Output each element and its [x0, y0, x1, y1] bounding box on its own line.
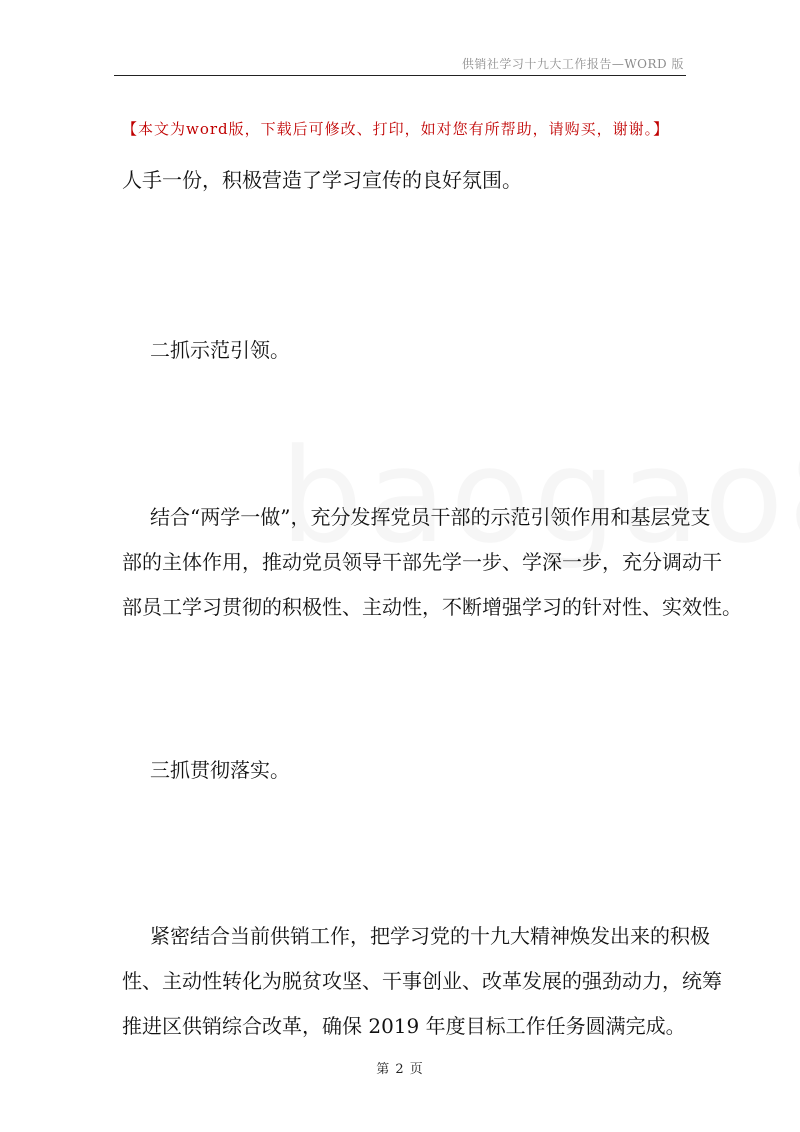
section-heading-3: [122, 748, 682, 793]
paragraph-line: 部的主体作用，推动党员领导干部先学一步、学深一步，充分调动干: [122, 550, 722, 574]
section-heading-2: [122, 328, 682, 373]
section-heading-text: 二抓示范引领。: [150, 338, 290, 362]
page-number: 第 2 页: [376, 1062, 424, 1077]
section-heading-text: 三抓贯彻落实。: [150, 758, 290, 782]
paragraph-line: [122, 495, 711, 540]
paragraph-line: 性、主动性转化为脱贫攻坚、干事创业、改革发展的强劲动力，统筹: [122, 969, 722, 993]
purchase-notice: 【本文为word版，下载后可修改、打印，如对您有所帮助，请购买，谢谢。】: [122, 120, 670, 138]
paragraph-block: [122, 914, 722, 1049]
paragraph-line-text: 结合“两学一做”，充分发挥党员干部的示范引领作用和基层党支: [150, 505, 711, 529]
paragraph-line: 部员工学习贯彻的积极性、主动性，不断增强学习的针对性、实效性。: [122, 595, 742, 619]
paragraph-line: [122, 914, 710, 959]
paragraph-line: 推进区供销综合改革，确保 2019 年度目标工作任务圆满完成。: [122, 1014, 686, 1038]
page-header-title: 供销社学习十九大工作报告—WORD 版: [461, 57, 684, 71]
header-divider: [114, 75, 686, 76]
paragraph-line: 人手一份，积极营造了学习宣传的良好氛围。: [122, 168, 522, 192]
paragraph-block: [122, 495, 742, 630]
paragraph-line-text: 紧密结合当前供销工作，把学习党的十九大精神焕发出来的积极: [150, 924, 710, 948]
